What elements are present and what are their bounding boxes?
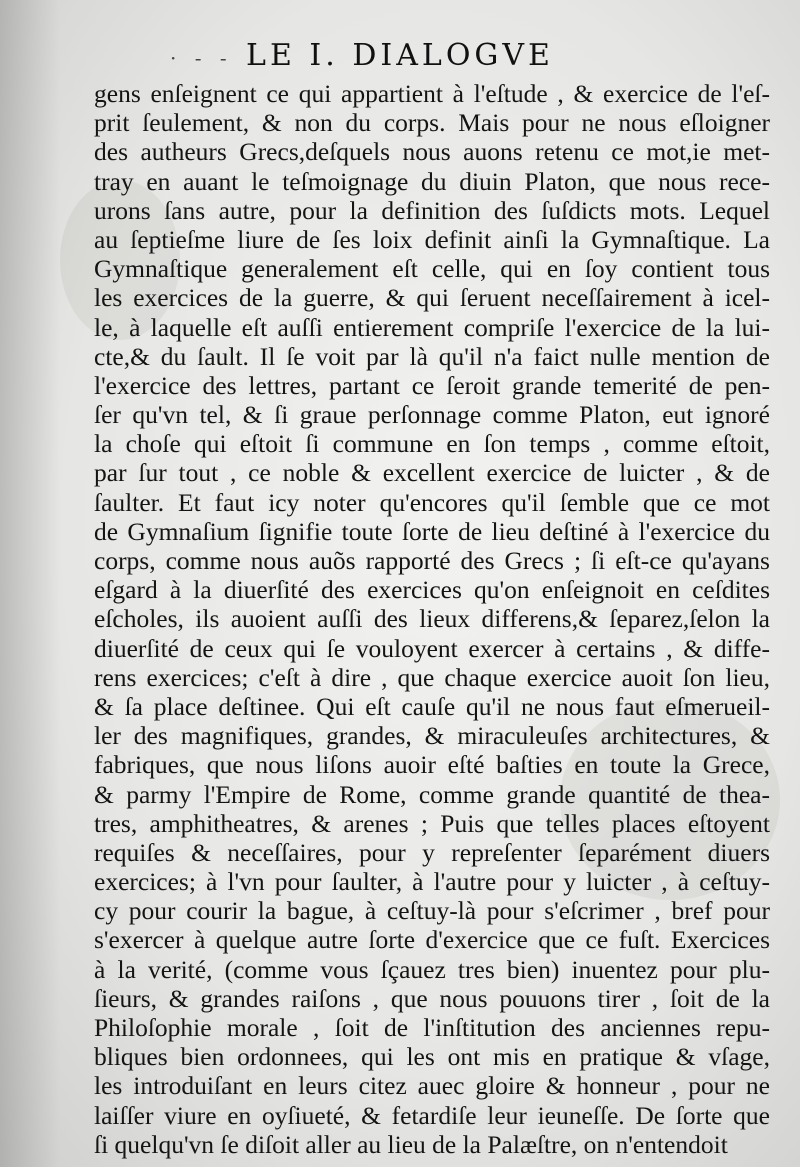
- text-line: Gymnaſtique generalement eſt celle, qui en ſoy contient tous: [94, 254, 770, 284]
- text-line: rens exercices; c'eſt à dire , que chaque exercice auoit ſon lieu,: [94, 662, 770, 692]
- text-line: ler des magnifiques, grandes, & miraculeuſes architectures, &: [94, 721, 770, 751]
- text-line: urons ſans autre, pour la definition des ſuſdicts mots. Lequel: [94, 195, 770, 225]
- text-line: tray en auant le teſmoignage du diuin Platon, que nous rece-: [94, 166, 770, 196]
- text-line: par ſur tout , ce noble & excellent exercice de luicter , & de: [94, 458, 770, 488]
- text-line: le, à laquelle eſt auſſi entierement compriſe l'exercice de la lui-: [94, 312, 770, 342]
- text-line: eſcholes, ils auoient auſſi des lieux differens,& ſeparez,ſelon la: [94, 604, 770, 634]
- text-line: & ſa place deſtinee. Qui eſt cauſe qu'il ne nous faut eſmerueil-: [94, 691, 770, 721]
- page-edge-shadow: [0, 0, 60, 1167]
- text-line: cte,& du ſault. Il ſe voit par là qu'il n'a faict nulle mention de: [94, 341, 770, 371]
- text-line: corps, comme nous auõs rapporté des Grecs ; ſi eſt-ce qu'ayans: [94, 546, 770, 575]
- text-line: & parmy l'Empire de Rome, comme grande quantité de thea-: [94, 779, 770, 809]
- text-line: exercices; à l'vn pour ſaulter, à l'autre pour y luicter , à ceſtuy-: [94, 867, 770, 897]
- text-line: les introduiſant en leurs citez auec gloire & honneur , pour ne: [94, 1071, 770, 1101]
- text-line: laiſſer viure en oyſiueté, & fetardiſe leur ieuneſſe. De ſorte que: [94, 1100, 770, 1130]
- text-line: ſi quelqu'vn ſe diſoit aller au lieu de la Palæſtre, on n'entendoit: [94, 1129, 728, 1159]
- text-line: diuerſité de ceux qui ſe vouloyent exercer à certains , & diffe-: [94, 633, 770, 663]
- text-line: tres, amphitheatres, & arenes ; Puis que telles places eſtoyent: [94, 808, 770, 838]
- text-line: ſer qu'vn tel, & ſi graue perſonnage comme Platon, eut ignoré: [94, 400, 770, 430]
- ornament-dash: · - -: [170, 46, 233, 70]
- text-line: l'exercice des lettres, partant ce ſeroit grande temerité de pen-: [94, 370, 770, 400]
- running-head: [0, 38, 800, 73]
- text-line: requiſes & neceſſaires, pour y repreſenter ſeparément diuers: [94, 837, 770, 867]
- text-line: de Gymnaſium ſignifie toute ſorte de lieu deſtiné à l'exercice du: [94, 516, 770, 546]
- text-line: cy pour courir la bague, à ceſtuy-là pour s'eſcrimer , bref pour: [94, 896, 770, 926]
- text-line: prit ſeulement, & non du corps. Mais pour ne nous eſloigner: [94, 108, 770, 138]
- text-line: gens enſeignent ce qui appartient à l'eſtude , & exercice de l'eſ-: [94, 79, 770, 108]
- text-line: fabriques, que nous liſons auoir eſté baſties en toute la Grece,: [94, 750, 770, 780]
- text-line: au ſeptieſme liure de ſes loix definit ainſi la Gymnaſtique. La: [94, 224, 770, 254]
- text-line: à la verité, (comme vous ſçauez tres bien) inuentez pour plu-: [94, 954, 770, 984]
- text-line: la choſe qui eſtoit ſi commune en ſon temps , comme eſtoit,: [94, 429, 770, 459]
- text-line: eſgard à la diuerſité des exercices qu'on enſeignoit en ceſdites: [94, 575, 770, 605]
- text-line: ſieurs, & grandes raiſons , que nous pouuons tirer , ſoit de la: [94, 983, 770, 1013]
- text-line: les exercices de la guerre, & qui ſeruent neceſſairement à icel-: [94, 283, 770, 313]
- text-line: s'exercer à quelque autre ſorte d'exercice que ce fuſt. Exercices: [94, 925, 770, 955]
- text-line: ſaulter. Et faut icy noter qu'encores qu'il ſemble que ce mot: [94, 487, 770, 517]
- body-text: [94, 79, 770, 1159]
- running-head-title: LE I. DIALOGVE: [246, 38, 554, 73]
- text-line: des autheurs Grecs,deſquels nous auons retenu ce mot,ie met-: [94, 137, 770, 167]
- text-line: Philoſophie morale , ſoit de l'inſtitution des anciennes repu-: [94, 1013, 770, 1042]
- text-line: bliques bien ordonnees, qui les ont mis en pratique & vſage,: [94, 1042, 770, 1072]
